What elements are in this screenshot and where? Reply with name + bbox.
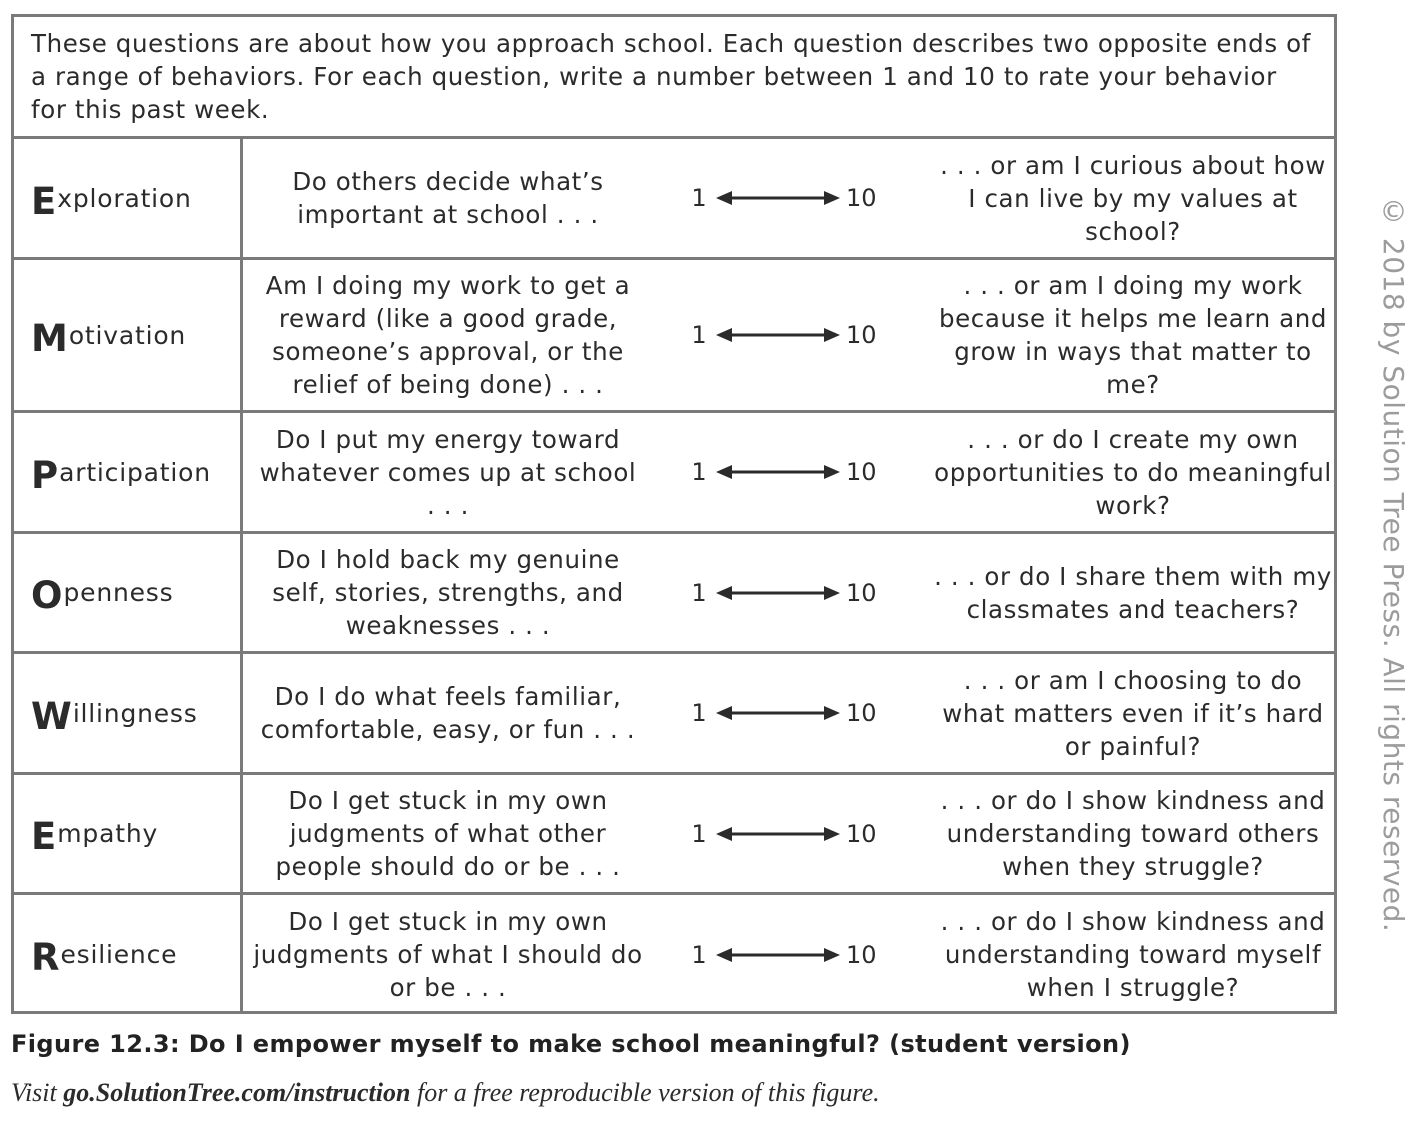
scale-high: 10 [846, 940, 877, 969]
scale-low: 1 [691, 321, 707, 349]
rating-scale [686, 139, 896, 257]
row-label-rest: illingness [72, 698, 198, 728]
row-question: Do others decide what’s important at school . . . [292, 167, 604, 229]
row-label-rest: esilience [60, 940, 178, 969]
survey-row-willingness [14, 654, 1334, 775]
figure-caption: Figure 12.3: Do I empower myself to make school meaningful? (student version) [11, 1030, 1131, 1058]
row-label [31, 534, 231, 651]
rating-scale [686, 534, 896, 651]
rating-scale [686, 260, 896, 410]
scale-high: 10 [846, 321, 877, 349]
row-label-rest: otivation [68, 320, 187, 350]
scale-high: 10 [846, 699, 877, 727]
survey-rows [14, 139, 1334, 1014]
row-label [31, 260, 231, 410]
row-alternative: . . . or am I choosing to do what matters even if it’s hard or painful? [942, 665, 1324, 761]
scale-low: 1 [691, 819, 707, 848]
row-label [31, 413, 231, 531]
row-label-rest: mpathy [57, 819, 159, 848]
scale-low: 1 [691, 699, 707, 727]
survey-table [11, 14, 1337, 1014]
scale-high: 10 [846, 578, 877, 607]
row-initial: W [31, 694, 72, 738]
scale-high: 10 [846, 819, 877, 848]
survey-row-participation [14, 413, 1334, 534]
scale-low: 1 [691, 578, 707, 607]
row-initial: P [31, 453, 59, 497]
rating-scale [686, 654, 896, 772]
double-arrow-icon [716, 946, 840, 964]
row-label [31, 139, 231, 257]
visit-link[interactable]: go.SolutionTree.com/instruction [63, 1078, 411, 1107]
row-initial: O [31, 574, 63, 617]
scale-low: 1 [691, 940, 707, 969]
row-question: Do I get stuck in my own judgments of what other people should do or be . . . [275, 786, 621, 881]
double-arrow-icon [716, 326, 840, 344]
row-question: Do I get stuck in my own judgments of what I should do or be . . . [253, 907, 643, 1002]
survey-row-exploration [14, 139, 1334, 260]
rating-scale [686, 775, 896, 892]
row-question: Am I doing my work to get a reward (like a good grade, someone’s approval, or the relief of being done) . . . [265, 271, 631, 399]
row-label-rest: penness [63, 578, 174, 607]
row-label [31, 895, 231, 1014]
scale-low: 1 [691, 184, 707, 212]
row-question: Do I put my energy toward whatever comes up at school . . . [259, 424, 637, 520]
row-initial: E [31, 179, 57, 223]
scale-low: 1 [691, 458, 707, 486]
rating-scale [686, 895, 896, 1014]
visit-suffix: for a free reproducible version of this figure. [410, 1078, 880, 1107]
survey-row-resilience [14, 895, 1334, 1014]
row-initial: M [31, 316, 68, 360]
visit-note [11, 1078, 880, 1108]
survey-row-openness [14, 534, 1334, 654]
row-alternative: . . . or do I show kindness and understanding toward myself when I struggle? [940, 907, 1326, 1002]
double-arrow-icon [716, 704, 840, 722]
row-label [31, 775, 231, 892]
survey-row-empathy [14, 775, 1334, 895]
double-arrow-icon [716, 463, 840, 481]
row-question: Do I hold back my genuine self, stories, strengths, and weaknesses . . . [272, 545, 624, 640]
column-divider [240, 139, 243, 1014]
row-alternative: . . . or am I doing my work because it helps me learn and grow in ways that matter to me? [938, 271, 1328, 399]
row-alternative: . . . or do I create my own opportunities to do meaningful work? [934, 424, 1332, 520]
row-initial: R [31, 936, 60, 979]
survey-row-motivation [14, 260, 1334, 413]
double-arrow-icon [716, 584, 840, 602]
row-label-rest: xploration [57, 183, 192, 213]
double-arrow-icon [716, 825, 840, 843]
rating-scale [686, 413, 896, 531]
instructions-text: These questions are about how you approach school. Each question describes two opposite ends of a range of behaviors. For each question, write a number between 1 and 10 to rate your behavior for this past week. [14, 17, 1334, 139]
row-label [31, 654, 231, 772]
copyright-notice: © 2018 by Solution Tree Press. All rights reserved. [1377, 195, 1410, 933]
row-label-rest: articipation [59, 457, 211, 487]
visit-prefix: Visit [11, 1078, 64, 1107]
row-alternative: . . . or do I share them with my classmates and teachers? [934, 561, 1332, 624]
scale-high: 10 [846, 184, 877, 212]
scale-high: 10 [846, 458, 877, 486]
row-alternative: . . . or do I show kindness and understanding toward others when they struggle? [940, 786, 1326, 881]
row-question: Do I do what feels familiar, comfortable, easy, or fun . . . [260, 682, 636, 744]
double-arrow-icon [716, 189, 840, 207]
row-initial: E [31, 815, 57, 858]
row-alternative: . . . or am I curious about how I can live by my values at school? [940, 150, 1326, 246]
